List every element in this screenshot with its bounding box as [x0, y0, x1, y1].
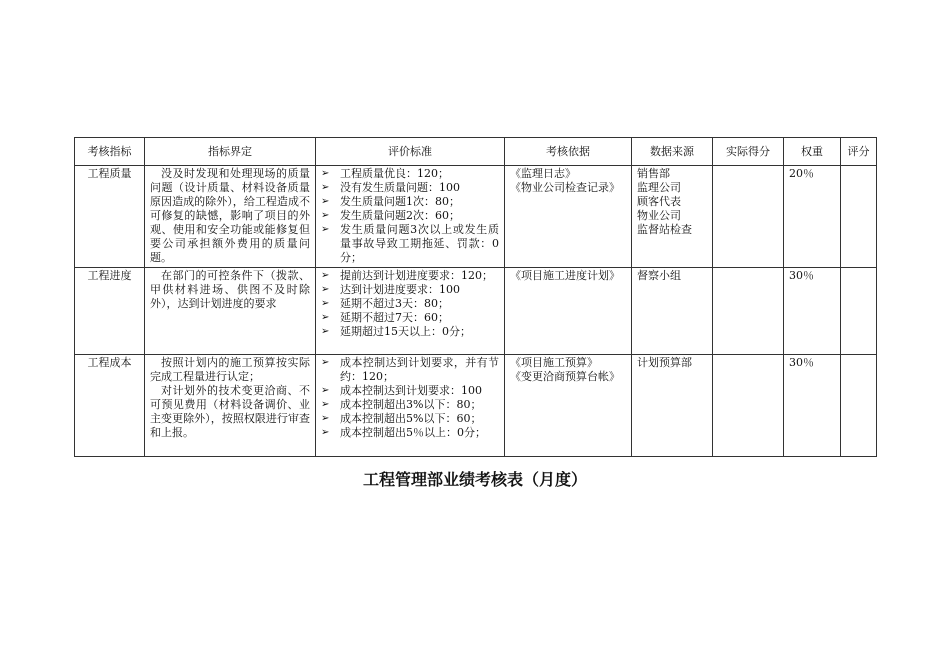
header-score: 评分	[841, 138, 877, 166]
definition-text: 在部门的可控条件下（拨款、甲供材料进场、供图不及时除外），达到计划进度的要求	[150, 269, 310, 310]
criteria-cell	[316, 166, 505, 268]
criteria-item: ➢ 延期超过15天以上：0分；	[321, 325, 471, 338]
assessment-table	[74, 137, 877, 457]
weight-cell: 30％	[784, 355, 841, 457]
arrowhead-bullet-icon: ➢	[321, 413, 330, 424]
source-item: 督察小组	[637, 269, 681, 282]
header-weight: 权重	[784, 138, 841, 166]
criteria-item: ➢ 成本控制达到计划要求：100	[321, 384, 482, 397]
source-item: 监督站检查	[637, 223, 692, 236]
source-item: 物业公司	[637, 209, 681, 222]
source-cell	[632, 268, 713, 355]
arrowhead-bullet-icon: ➢	[321, 357, 330, 368]
criteria-item: ➢ 延期不超过3天：80；	[321, 297, 449, 310]
arrowhead-bullet-icon: ➢	[321, 312, 330, 323]
source-item: 计划预算部	[637, 356, 692, 369]
arrowhead-bullet-icon: ➢	[321, 196, 330, 207]
source-item: 销售部	[637, 167, 670, 180]
criteria-item: ➢ 发生质量问题1次：80；	[321, 195, 460, 208]
score-cell[interactable]	[841, 268, 877, 355]
header-indicator: 考核指标	[75, 138, 145, 166]
table-row	[75, 166, 877, 268]
definition-text: 对计划外的技术变更洽商、不可预见费用（材料设备调价、业主变更除外），按照权限进行审查和上报。	[150, 384, 310, 439]
source-item: 监理公司	[637, 181, 681, 194]
source-cell	[632, 166, 713, 268]
score-cell[interactable]	[841, 355, 877, 457]
actual-score-cell[interactable]	[713, 166, 784, 268]
criteria-item: ➢ 发生质量问题2次：60；	[321, 209, 460, 222]
header-definition: 指标界定	[145, 138, 316, 166]
indicator-cell: 工程进度	[75, 268, 145, 355]
criteria-cell	[316, 355, 505, 457]
actual-score-cell[interactable]	[713, 268, 784, 355]
source-cell	[632, 355, 713, 457]
page-title: 工程管理部业绩考核表（月度）	[362, 470, 587, 489]
score-cell[interactable]	[841, 166, 877, 268]
arrowhead-bullet-icon: ➢	[321, 326, 330, 337]
criteria-cell	[316, 268, 505, 355]
basis-cell	[505, 268, 632, 355]
basis-item: 《物业公司检查记录》	[510, 181, 620, 194]
criteria-item: ➢ 成本控制超出5％以上：0分；	[321, 426, 486, 439]
definition-cell	[145, 355, 316, 457]
basis-item: 《项目施工预算》	[510, 356, 598, 369]
basis-item: 《监理日志》	[510, 167, 576, 180]
arrowhead-bullet-icon: ➢	[321, 385, 330, 396]
indicator-cell: 工程质量	[75, 166, 145, 268]
criteria-item: ➢ 工程质量优良：120；	[321, 167, 449, 180]
criteria-item: ➢ 没有发生质量问题：100	[321, 181, 460, 194]
table-row	[75, 268, 877, 355]
criteria-item: ➢ 达到计划进度要求：100	[321, 283, 460, 296]
weight-cell: 20％	[784, 166, 841, 268]
header-row	[75, 138, 877, 166]
arrowhead-bullet-icon: ➢	[321, 399, 330, 410]
arrowhead-bullet-icon: ➢	[321, 210, 330, 221]
basis-item: 《项目施工进度计划》	[510, 269, 620, 282]
source-item: 顾客代表	[637, 195, 681, 208]
arrowhead-bullet-icon: ➢	[321, 427, 330, 438]
indicator-cell: 工程成本	[75, 355, 145, 457]
actual-score-cell[interactable]	[713, 355, 784, 457]
criteria-item: ➢ 成本控制达到计划要求，并有节约：120；	[321, 356, 499, 383]
table-row	[75, 355, 877, 457]
header-basis: 考核依据	[505, 138, 632, 166]
criteria-item: ➢ 成本控制超出5%以下：60；	[321, 412, 482, 425]
definition-cell	[145, 166, 316, 268]
criteria-item: ➢ 延期不超过7天：60；	[321, 311, 449, 324]
arrowhead-bullet-icon: ➢	[321, 168, 330, 179]
criteria-item: ➢ 发生质量问题3次以上或发生质量事故导致工期拖延、罚款：0分；	[321, 223, 499, 264]
arrowhead-bullet-icon: ➢	[321, 284, 330, 295]
weight-cell: 30％	[784, 268, 841, 355]
basis-cell	[505, 355, 632, 457]
header-actual-score: 实际得分	[713, 138, 784, 166]
arrowhead-bullet-icon: ➢	[321, 224, 330, 235]
arrowhead-bullet-icon: ➢	[321, 182, 330, 193]
basis-item: 《变更洽商预算台帐》	[510, 370, 620, 383]
criteria-item: ➢ 成本控制超出3%以下：80；	[321, 398, 482, 411]
definition-cell	[145, 268, 316, 355]
basis-cell	[505, 166, 632, 268]
criteria-item: ➢ 提前达到计划进度要求：120；	[321, 269, 493, 282]
definition-text: 没及时发现和处理现场的质量问题（设计质量、材料设备质量原因造成的除外），给工程造成不可修复的缺憾，影响了项目的外观、使用和安全功能或能修复但要公司承担额外费用的质量问题。	[150, 167, 310, 264]
arrowhead-bullet-icon: ➢	[321, 270, 330, 281]
definition-text: 按照计划内的施工预算按实际完成工程量进行认定；	[150, 356, 310, 383]
header-criteria: 评价标准	[316, 138, 505, 166]
header-source: 数据来源	[632, 138, 713, 166]
arrowhead-bullet-icon: ➢	[321, 298, 330, 309]
